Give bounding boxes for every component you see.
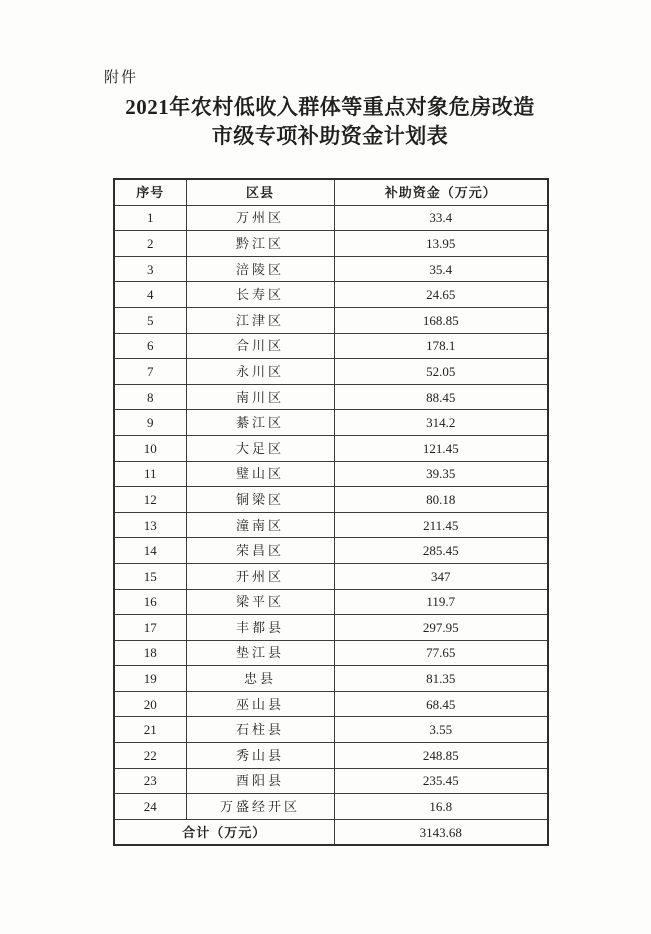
cell-district: 涪陵区 xyxy=(186,256,334,282)
cell-serial: 4 xyxy=(114,282,186,308)
cell-district: 梁平区 xyxy=(186,589,334,615)
cell-district: 大足区 xyxy=(186,435,334,461)
cell-district: 綦江区 xyxy=(186,410,334,436)
cell-serial: 24 xyxy=(114,794,186,820)
cell-amount: 68.45 xyxy=(334,691,548,717)
table-row xyxy=(114,410,548,436)
cell-serial: 14 xyxy=(114,538,186,564)
cell-amount: 119.7 xyxy=(334,589,548,615)
document-title xyxy=(57,93,603,151)
cell-serial: 13 xyxy=(114,512,186,538)
cell-amount: 24.65 xyxy=(334,282,548,308)
cell-district: 南川区 xyxy=(186,384,334,410)
cell-amount: 235.45 xyxy=(334,768,548,794)
table-row xyxy=(114,768,548,794)
cell-amount: 248.85 xyxy=(334,743,548,769)
cell-serial: 22 xyxy=(114,743,186,769)
cell-amount: 39.35 xyxy=(334,461,548,487)
table-row xyxy=(114,384,548,410)
cell-serial: 2 xyxy=(114,231,186,257)
cell-district: 巫山县 xyxy=(186,691,334,717)
total-value-cell: 3143.68 xyxy=(334,819,548,845)
cell-amount: 121.45 xyxy=(334,435,548,461)
cell-serial: 9 xyxy=(114,410,186,436)
table-row xyxy=(114,717,548,743)
table-row xyxy=(114,640,548,666)
table-row xyxy=(114,461,548,487)
table-row xyxy=(114,282,548,308)
table-row xyxy=(114,691,548,717)
table-row xyxy=(114,435,548,461)
cell-amount: 178.1 xyxy=(334,333,548,359)
cell-amount: 168.85 xyxy=(334,307,548,333)
header-cell-serial: 序号 xyxy=(114,179,186,205)
cell-district: 酉阳县 xyxy=(186,768,334,794)
cell-serial: 21 xyxy=(114,717,186,743)
cell-district: 万州区 xyxy=(186,205,334,231)
cell-district: 长寿区 xyxy=(186,282,334,308)
table-row xyxy=(114,205,548,231)
cell-serial: 18 xyxy=(114,640,186,666)
cell-serial: 1 xyxy=(114,205,186,231)
table-row xyxy=(114,333,548,359)
cell-serial: 19 xyxy=(114,666,186,692)
cell-serial: 23 xyxy=(114,768,186,794)
cell-serial: 3 xyxy=(114,256,186,282)
table-row xyxy=(114,743,548,769)
cell-serial: 5 xyxy=(114,307,186,333)
header-cell-amount: 补助资金（万元） xyxy=(334,179,548,205)
table-row xyxy=(114,231,548,257)
cell-district: 秀山县 xyxy=(186,743,334,769)
cell-district: 开州区 xyxy=(186,563,334,589)
cell-amount: 52.05 xyxy=(334,359,548,385)
cell-amount: 314.2 xyxy=(334,410,548,436)
table-row xyxy=(114,589,548,615)
cell-amount: 88.45 xyxy=(334,384,548,410)
table-row xyxy=(114,794,548,820)
cell-serial: 10 xyxy=(114,435,186,461)
cell-serial: 12 xyxy=(114,487,186,513)
cell-serial: 6 xyxy=(114,333,186,359)
cell-district: 荣昌区 xyxy=(186,538,334,564)
cell-serial: 8 xyxy=(114,384,186,410)
cell-district: 忠县 xyxy=(186,666,334,692)
cell-serial: 16 xyxy=(114,589,186,615)
table-row xyxy=(114,256,548,282)
cell-amount: 13.95 xyxy=(334,231,548,257)
cell-amount: 285.45 xyxy=(334,538,548,564)
cell-district: 永川区 xyxy=(186,359,334,385)
cell-amount: 33.4 xyxy=(334,205,548,231)
cell-district: 丰都县 xyxy=(186,615,334,641)
cell-amount: 35.4 xyxy=(334,256,548,282)
table-row xyxy=(114,563,548,589)
title-line-2: 市级专项补助资金计划表 xyxy=(211,124,449,148)
table-row xyxy=(114,359,548,385)
table-header-row xyxy=(114,179,548,205)
cell-amount: 297.95 xyxy=(334,615,548,641)
cell-amount: 347 xyxy=(334,563,548,589)
cell-amount: 16.8 xyxy=(334,794,548,820)
cell-serial: 11 xyxy=(114,461,186,487)
cell-amount: 211.45 xyxy=(334,512,548,538)
subsidy-table xyxy=(113,178,549,846)
cell-district: 璧山区 xyxy=(186,461,334,487)
cell-amount: 81.35 xyxy=(334,666,548,692)
table-row xyxy=(114,307,548,333)
cell-serial: 20 xyxy=(114,691,186,717)
total-label-cell: 合计（万元） xyxy=(114,819,334,845)
cell-district: 黔江区 xyxy=(186,231,334,257)
cell-serial: 17 xyxy=(114,615,186,641)
attachment-label: 附件 xyxy=(104,70,139,86)
cell-amount: 77.65 xyxy=(334,640,548,666)
table-row xyxy=(114,538,548,564)
cell-district: 合川区 xyxy=(186,333,334,359)
cell-district: 万盛经开区 xyxy=(186,794,334,820)
cell-serial: 7 xyxy=(114,359,186,385)
cell-serial: 15 xyxy=(114,563,186,589)
cell-district: 垫江县 xyxy=(186,640,334,666)
cell-amount: 80.18 xyxy=(334,487,548,513)
title-line-1: 2021年农村低收入群体等重点对象危房改造 xyxy=(125,95,535,119)
table-row xyxy=(114,487,548,513)
cell-district: 江津区 xyxy=(186,307,334,333)
header-cell-district: 区县 xyxy=(186,179,334,205)
table-row xyxy=(114,512,548,538)
table-row xyxy=(114,666,548,692)
table-row xyxy=(114,615,548,641)
cell-district: 潼南区 xyxy=(186,512,334,538)
cell-amount: 3.55 xyxy=(334,717,548,743)
cell-district: 石柱县 xyxy=(186,717,334,743)
table-total-row xyxy=(114,819,548,845)
cell-district: 铜梁区 xyxy=(186,487,334,513)
